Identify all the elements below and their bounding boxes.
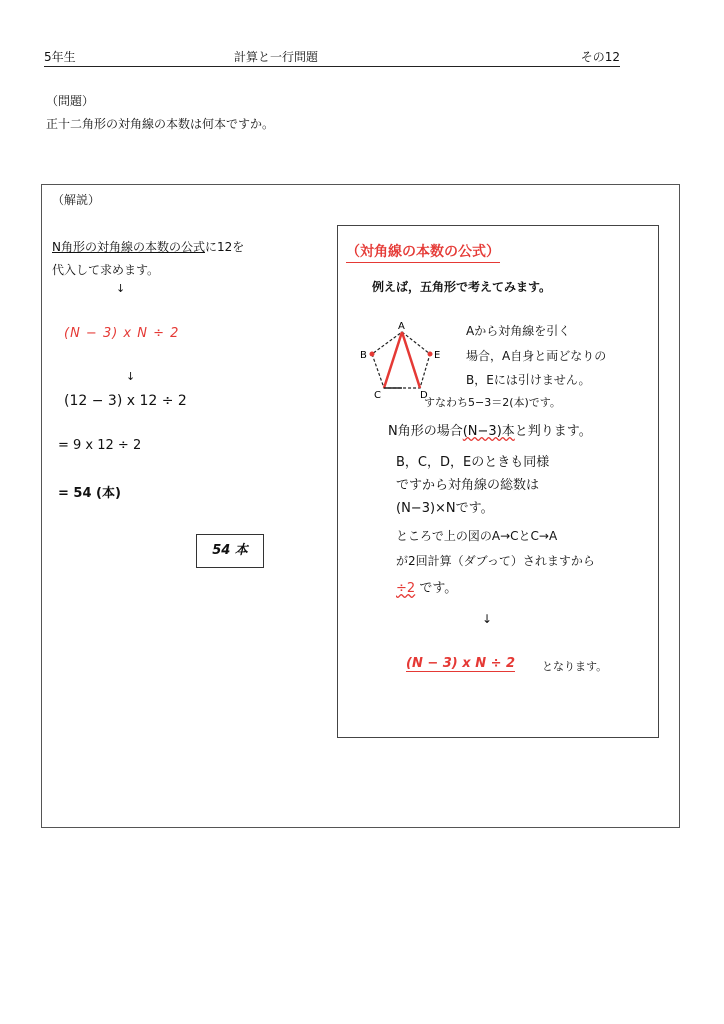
explanation-line-10: が2回計算（ダブって）されますから [396,554,595,568]
line11-rest: です。 [419,581,458,596]
intro-rest: に12を [204,240,245,254]
explanation-example: 例えば，五角形で考えてみます。 [372,280,552,294]
down-arrow-icon: ↓ [482,612,493,626]
vertex-e-label: E [434,350,441,361]
solution-label: （解説） [52,193,101,207]
vertex-d-label: D [420,390,428,400]
question-label: （問題） [46,94,95,108]
explanation-title: （対角線の本数の公式） [346,241,500,263]
vertex-e-mark [428,352,433,357]
grade-label: 5年生 [44,50,76,64]
explanation-line-8: (N−3)×Nです。 [396,501,494,516]
worksheet-title: 計算と一行問題 [234,50,319,64]
final-suffix: となります。 [542,660,608,673]
pentagon-outline [372,332,430,388]
vertex-c-label: C [374,390,381,400]
explanation-line-1: Aから対角線を引く [466,324,571,338]
worksheet-number: その12 [580,50,620,64]
line5-wavy: (N−3)本 [462,424,515,439]
explanation-line-4: すなわち5−3＝2(本)です。 [424,396,561,409]
calc-step-2: = 9 x 12 ÷ 2 [58,438,142,453]
final-formula: (N − 3) x N ÷ 2 [406,656,516,671]
pentagon-diagram [358,318,448,400]
explanation-line-9: ところで上の図のA→CとC→A [396,529,558,543]
explanation-line-6: B，C，D，Eのときも同様 [396,455,550,470]
solution-intro-line1 [52,238,244,255]
line5-pre: N角形の場合 [388,424,463,439]
diagonal-a-d [402,332,420,388]
vertex-b-label: B [360,350,367,361]
divide-by-two: ÷2 [396,581,416,596]
page-header [44,46,620,67]
formula-name-underlined: N角形の対角線の本数の公式 [52,240,205,254]
explanation-line-3: B，Eには引けません。 [466,373,591,387]
answer-box: 54 本 [196,534,264,568]
line5-post: と判ります。 [514,424,592,439]
explanation-line-11 [396,577,457,596]
diagonal-a-c [384,332,402,388]
down-arrow-icon: ↓ [126,370,136,383]
explanation-line-7: ですから対角線の総数は [396,478,540,493]
solution-intro-line2: 代入して求めます。 [52,263,160,277]
explanation-line-2: 場合，A自身と両どなりの [466,349,607,363]
explanation-line-5 [388,420,592,439]
vertex-b-mark [370,352,375,357]
down-arrow-icon: ↓ [116,282,126,295]
calc-step-1: (12 − 3) x 12 ÷ 2 [64,393,187,409]
vertex-a-label: A [398,321,405,332]
diagonal-formula: (N − 3) x N ÷ 2 [64,326,180,341]
question-text: 正十二角形の対角線の本数は何本ですか。 [46,117,275,131]
calc-step-3: = 54 (本) [58,486,121,501]
